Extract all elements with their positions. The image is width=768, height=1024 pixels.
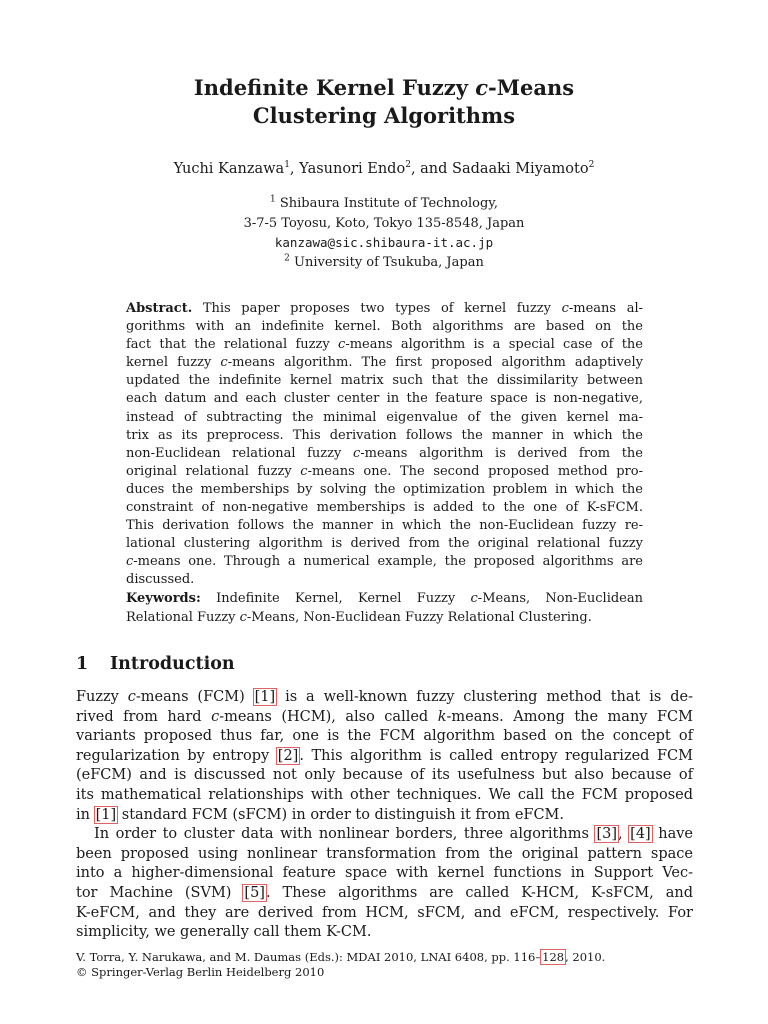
- page-range-link[interactable]: 128: [542, 950, 565, 964]
- page-footer: [76, 950, 693, 979]
- author-email: kanzawa@sic.shibaura-it.ac.jp: [274, 235, 494, 250]
- body-line: rived from hard c-means (HCM), also called k-means. Among the many FCM: [76, 708, 693, 725]
- abstract-label: Abstract.: [126, 301, 193, 316]
- body-line: in [1] standard FCM (sFCM) in order to distinguish it from eFCM.: [76, 806, 565, 823]
- introduction-text: [76, 688, 693, 943]
- abstract-line: Abstract. This paper proposes two types of kernel fuzzy c-means al-: [126, 301, 643, 316]
- abstract-line: instead of subtracting the minimal eigenvalue of the given kernel ma-: [126, 409, 643, 425]
- footer-citation: V. Torra, Y. Narukawa, and M. Daumas (Eds.): MDAI 2010, LNAI 6408, pp. 116–128, 2010.: [76, 950, 606, 964]
- abstract: [126, 300, 643, 590]
- body-line: variants proposed thus far, one is the FCM algorithm based on the concept of: [76, 728, 693, 745]
- abstract-line: c-means one. Through a numerical example, the proposed algorithms are: [126, 554, 643, 570]
- section-title: Introduction: [110, 654, 235, 674]
- abstract-line: gorithms with an indefinite kernel. Both algorithms are based on the: [126, 319, 643, 335]
- abstract-line: constraint of non-negative memberships is added to the one of K-sFCM.: [126, 500, 643, 516]
- keywords: [126, 590, 643, 627]
- body-line: In order to cluster data with nonlinear borders, three algorithms [3], [4] have: [94, 826, 694, 843]
- abstract-line: fact that the relational fuzzy c-means algorithm is a special case of the: [126, 337, 643, 353]
- abstract-line: non-Euclidean relational fuzzy c-means algorithm is derived from the: [126, 445, 643, 461]
- keywords-label: Keywords:: [126, 591, 201, 606]
- keywords-line: Keywords: Indefinite Kernel, Kernel Fuzzy c-Means, Non-Euclidean: [126, 591, 643, 606]
- citation-link-3[interactable]: [3]: [596, 826, 617, 843]
- abstract-line: lational clustering algorithm is derived from the original relational fuzzy: [126, 536, 643, 552]
- citation-link-2[interactable]: [2]: [277, 747, 299, 764]
- body-line: tor Machine (SVM) [5]. These algorithms are called K-HCM, K-sFCM, and: [76, 884, 693, 901]
- keywords-line: Relational Fuzzy c-Means, Non-Euclidean Fuzzy Relational Clustering.: [126, 609, 592, 625]
- abstract-line: original relational fuzzy c-means one. The second proposed method pro-: [126, 463, 643, 479]
- abstract-line: updated the indefinite kernel matrix such that the dissimilarity between: [126, 373, 643, 389]
- section-number: 1: [76, 654, 89, 674]
- affiliation-address: 3-7-5 Toyosu, Koto, Tokyo 135-8548, Japan: [243, 215, 525, 231]
- abstract-line: duces the memberships by solving the optimization problem in which the: [126, 481, 643, 497]
- affiliation-1: $^1$ Shibaura Institute of Technology,: [269, 194, 499, 211]
- abstract-line: each datum and each cluster center in the feature space is non-negative,: [126, 391, 643, 407]
- body-line: been proposed using nonlinear transformation from the original pattern space: [76, 845, 693, 862]
- title-line: Clustering Algorithms: [252, 103, 516, 128]
- body-line: Fuzzy c-means (FCM) [1] is a well-known fuzzy clustering method that is de-: [76, 689, 693, 705]
- affiliation-2: $^2$ University of Tsukuba, Japan: [284, 253, 484, 270]
- citation-link-1[interactable]: [1]: [254, 689, 276, 705]
- citation-link-1[interactable]: [1]: [95, 806, 117, 823]
- footer-copyright: © Springer-Verlag Berlin Heidelberg 2010: [76, 964, 325, 979]
- citation-link-5[interactable]: [5]: [244, 884, 265, 901]
- body-line: into a higher-dimensional feature space with kernel functions in Support Vec-: [76, 865, 693, 882]
- section-heading: [76, 652, 235, 676]
- abstract-line: This derivation follows the manner in which the non-Euclidean fuzzy re-: [126, 518, 643, 534]
- abstract-line: trix as its preprocess. This derivation follows the manner in which the: [126, 427, 643, 443]
- paper-title: [0, 74, 768, 130]
- title-line: Indefinite Kernel Fuzzy c-Means: [193, 75, 575, 100]
- abstract-line: discussed.: [126, 572, 195, 588]
- author-list: Yuchi Kanzawa$^1$, Yasunori Endo$^2$, and Sadaaki Miyamoto$^2$: [173, 160, 595, 177]
- body-line: regularization by entropy [2]. This algorithm is called entropy regularized FCM: [76, 747, 693, 764]
- affiliations: [0, 194, 768, 272]
- body-line: simplicity, we generally call them K-CM.: [76, 924, 372, 941]
- abstract-line: kernel fuzzy c-means algorithm. The first proposed algorithm adaptively: [126, 355, 644, 371]
- body-line: its mathematical relationships with other techniques. We call the FCM proposed: [76, 786, 693, 803]
- body-line: (eFCM) and is discussed not only because of its usefulness but also because of: [76, 767, 693, 784]
- citation-link-4[interactable]: [4]: [630, 826, 651, 843]
- body-line: K-eFCM, and they are derived from HCM, sFCM, and eFCM, respectively. For: [76, 904, 693, 921]
